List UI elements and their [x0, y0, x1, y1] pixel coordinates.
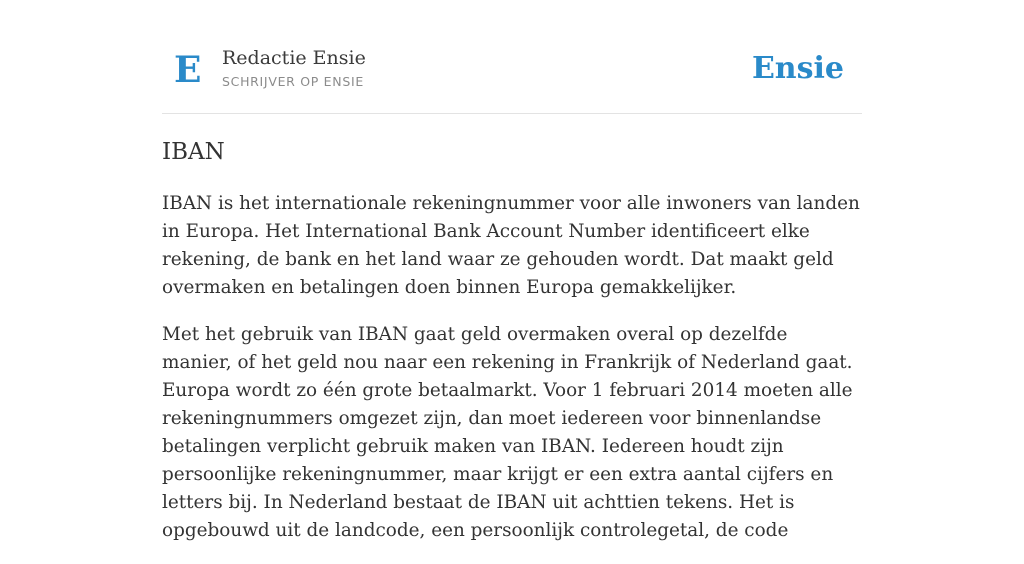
article-paragraph: IBAN is het internationale rekeningnummer voor alle inwoners van landen in Europa. Het International Bank Account Number identificeert elke rekening, de bank en het land waar ze gehouden wordt. Dat maakt geld overmaken en betalingen doen binnen Europa gemakkelijker.: [162, 193, 860, 298]
article-card: [162, 0, 862, 541]
author-name[interactable]: Redactie Ensie: [222, 47, 366, 69]
author-header: [162, 0, 862, 114]
article-body: [162, 190, 862, 564]
author-role: SCHRIJVER OP ENSIE: [222, 74, 364, 89]
article-paragraph: Met het gebruik van IBAN gaat geld overmaken overal op dezelfde manier, of het geld nou naar een rekening in Frankrijk of Nederland gaat. Europa wordt zo één grote betaalmarkt. Voor 1 februari 2014 moeten alle rekeningnummers omgezet zijn, dan moet iedereen voor binnenlandse betalingen verplicht gebruik maken van IBAN. Iedereen houdt zijn persoonlijke rekeningnummer, maar krijgt er een extra aantal cijfers en letters bij. In Nederland bestaat de IBAN uit achttien tekens. Het is opgebouwd uit de landcode, een persoonlijk controlegetal, de code: [162, 324, 853, 541]
ensie-logo[interactable]: Ensie: [751, 51, 844, 86]
author-avatar[interactable]: E: [174, 49, 202, 91]
article-title: IBAN: [162, 139, 225, 165]
